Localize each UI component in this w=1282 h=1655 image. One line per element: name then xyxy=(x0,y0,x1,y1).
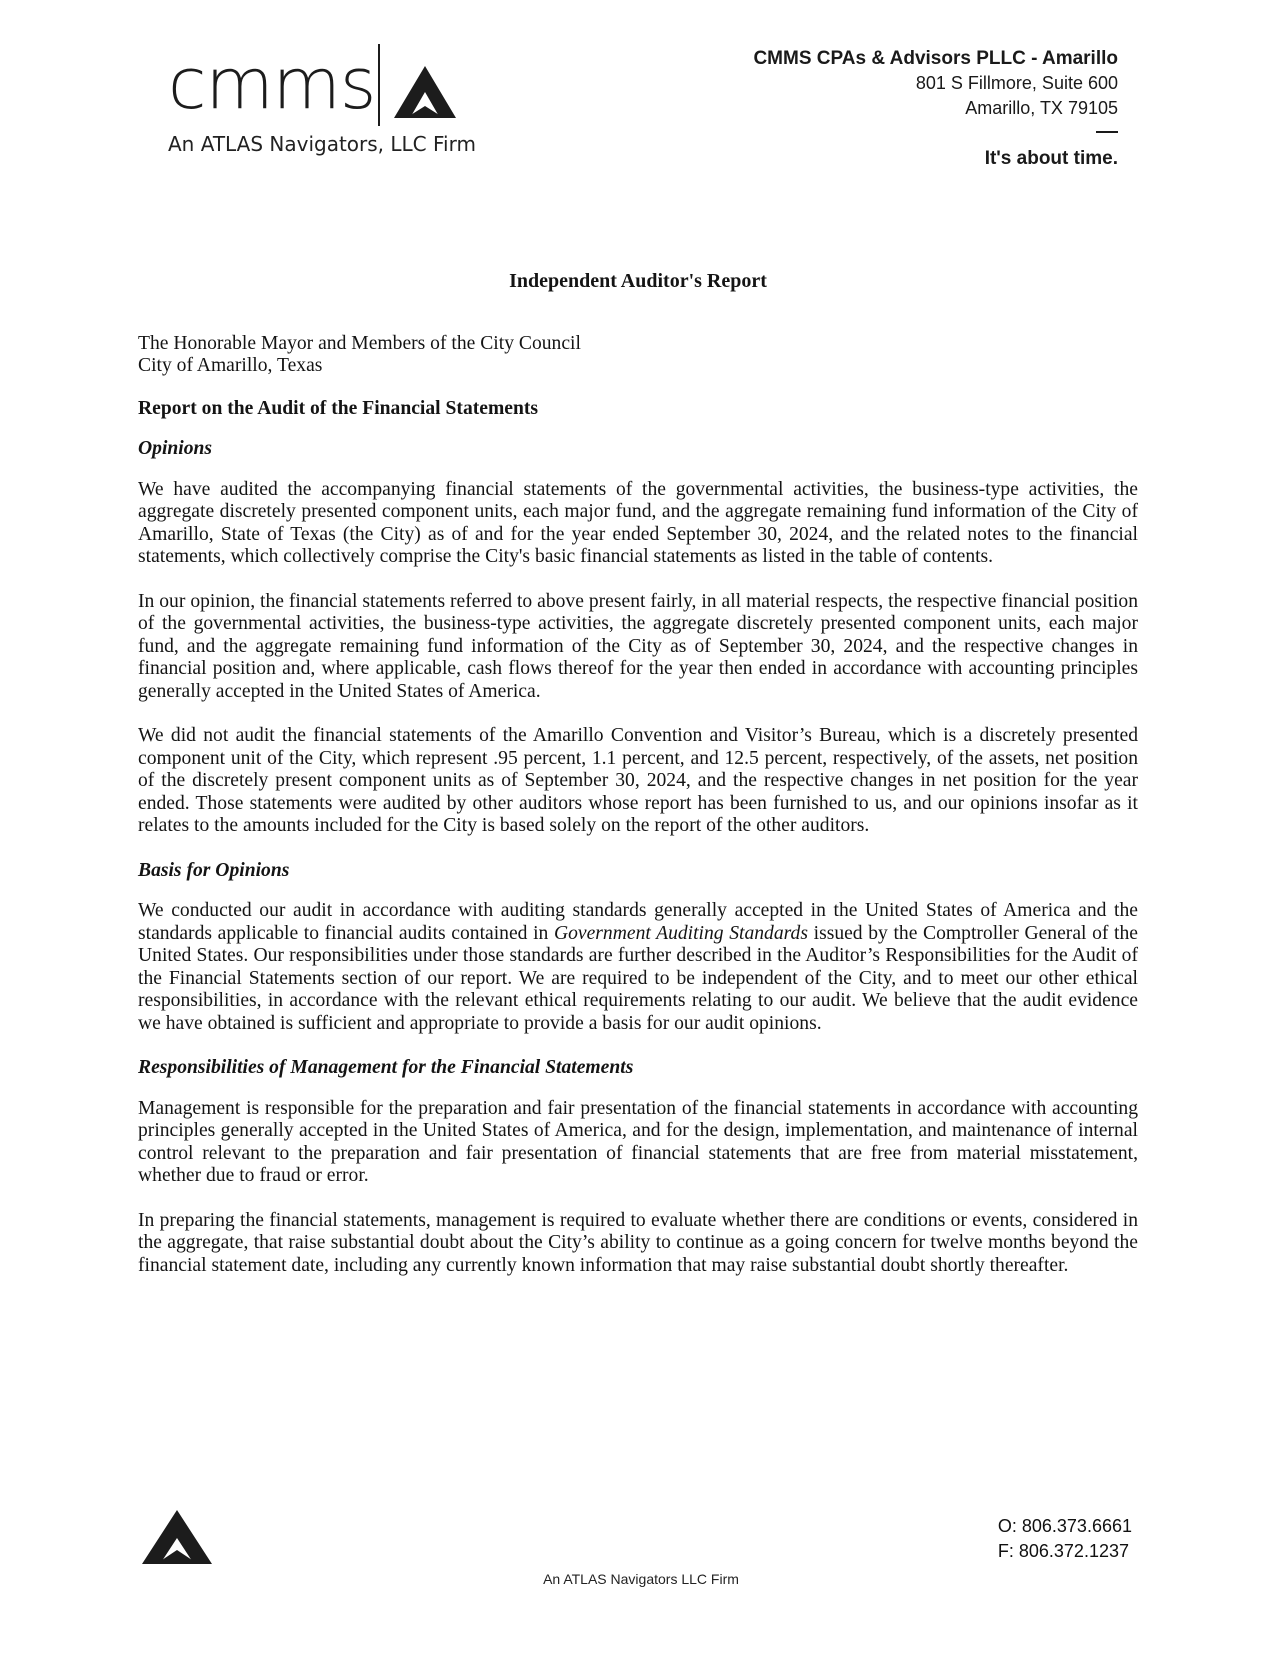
address-line-1: 801 S Fillmore, Suite 600 xyxy=(915,73,1118,93)
firm-logo xyxy=(168,40,488,160)
address-divider xyxy=(1096,131,1118,133)
opinions-paragraph-1: We have audited the accompanying financial statements of the governmental activities, the business-type activities, the aggregate discretely presented component units, each major fund, and the aggregate remaining fund information of the City of Amarillo, State of Texas (the City) as of and for the year ended September 30, 2024, and the related notes to the financial statements, which collectively comprise the City's basic financial statements as listed in the table of contents. xyxy=(138,478,1138,567)
footer-contact xyxy=(998,1514,1132,1564)
addressee-line-1: The Honorable Mayor and Members of the City Council xyxy=(138,332,581,354)
section-heading: Report on the Audit of the Financial Statements xyxy=(138,397,539,419)
management-heading: Responsibilities of Management for the Financial Statements xyxy=(138,1057,634,1078)
addressee-line-2: City of Amarillo, Texas xyxy=(138,355,323,376)
management-paragraph-2: In preparing the financial statements, management is required to evaluate whether there are conditions or events, considered in the aggregate, that raise substantial doubt about the City’s ability to continue as a going concern for twelve months beyond the financial statement date, including any currently known information that may raise substantial doubt shortly thereafter. xyxy=(138,1209,1138,1276)
opinions-paragraph-3: We did not audit the financial statements of the Amarillo Convention and Visitor’s Bureau, which is a discretely presented component unit of the City, which represent .95 percent, 1.1 percent, and 12.5 percent, respectively, of the assets, net position of the discretely present component units as of September 30, 2024, and the respective changes in net position for the year ended. Those statements were audited by other auditors whose report has been furnished to us, and our opinions insofar as it relates to the amounts included for the City is based solely on the report of the other auditors. xyxy=(138,725,1138,836)
firm-name: CMMS CPAs & Advisors PLLC - Amarillo xyxy=(753,48,1118,69)
addressee xyxy=(138,333,1138,378)
basis-text-italic: Government Auditing Standards xyxy=(553,922,808,944)
basis-text-after: issued by the Comptroller General of the United States. Our responsibilities under those standards are further described in the Auditor’s Responsibilities for the Audit of the Financial Statements section of our report. We are required to be independent of the City, and to meet our other ethical responsibilities, in accordance with the relevant ethical requirements relating to our audit. We believe that the audit evidence we have obtained is sufficient and appropriate to provide a basis for our audit opinions. xyxy=(138,922,1138,1034)
basis-heading: Basis for Opinions xyxy=(138,859,290,881)
opinions-heading: Opinions xyxy=(138,438,213,459)
management-paragraph-1: Management is responsible for the preparation and fair presentation of the financial statements in accordance with accounting principles generally accepted in the United States of America, and for the design, implementation, and maintenance of internal control relevant to the preparation and fair presentation of financial statements that are free from material misstatement, whether due to fraud or error. xyxy=(138,1097,1138,1186)
address-line-2: Amarillo, TX 79105 xyxy=(965,98,1118,118)
firm-tagline: It's about time. xyxy=(984,148,1118,169)
basis-paragraph xyxy=(138,900,1138,1035)
footer-firm-line: An ATLAS Navigators LLC Firm xyxy=(543,1571,739,1587)
logo-subtitle: An ATLAS Navigators, LLC Firm xyxy=(168,132,476,156)
report-title: Independent Auditor's Report xyxy=(509,270,767,292)
footer-fax: F: 806.372.1237 xyxy=(997,1541,1129,1561)
basis-text-before: We conducted our audit in accordance with auditing standards generally accepted in the United States of America and the standards applicable to financial audits contained in xyxy=(138,900,1138,944)
logo-wordmark: cmms xyxy=(168,43,376,125)
opinions-paragraph-2: In our opinion, the financial statements referred to above present fairly, in all material respects, the respective financial position of the governmental activities, the business-type activities, the aggregate discretely presented component units, each major fund, and the aggregate remaining fund information of the City as of September 30, 2024, and the respective changes in financial position and, where applicable, cash flows thereof for the year then ended in accordance with accounting principles generally accepted in the United States of America. xyxy=(138,590,1138,702)
logo-divider xyxy=(378,44,380,126)
footer-phone: O: 806.373.6661 xyxy=(997,1516,1132,1536)
atlas-chevron-icon xyxy=(394,66,456,118)
footer-atlas-chevron-icon xyxy=(142,1510,212,1564)
firm-address-block xyxy=(753,46,1118,171)
report-body xyxy=(138,270,1138,1299)
